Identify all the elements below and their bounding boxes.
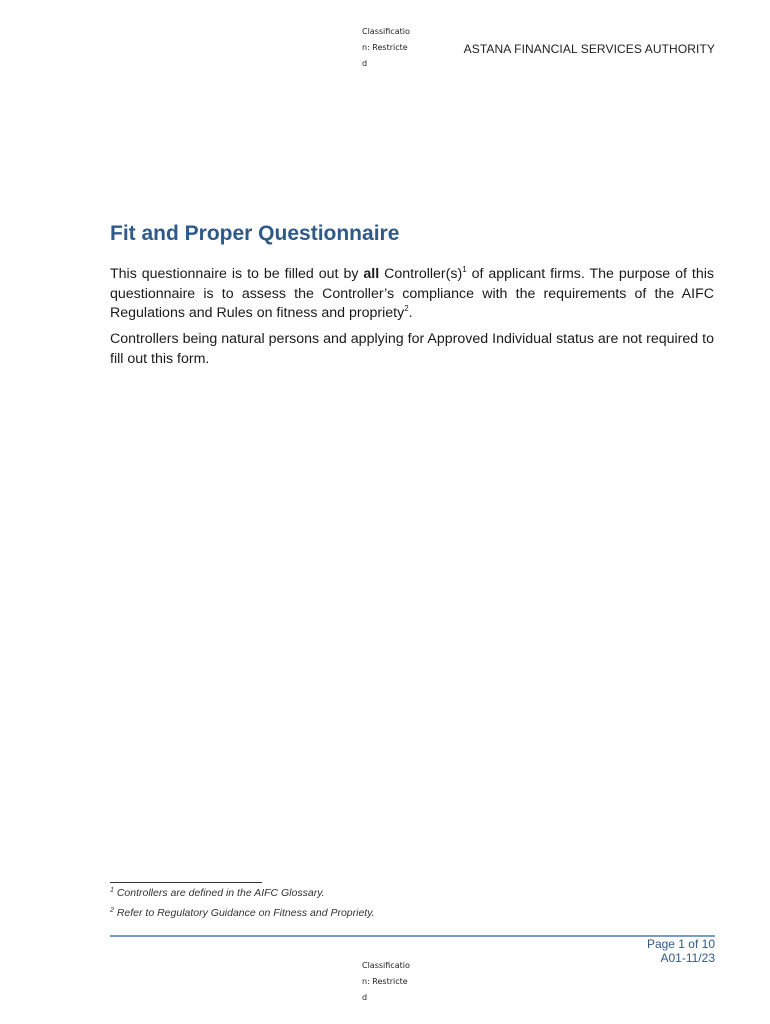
intro-paragraph bbox=[110, 265, 714, 324]
header-classification: Classification: Restricted bbox=[362, 27, 410, 68]
footer-classification: Classification: Restricted bbox=[362, 961, 410, 1002]
exemption-paragraph: Controllers being natural persons and applying for Approved Individual status are not required to fill out this form. bbox=[110, 331, 714, 367]
intro-emphasis: all bbox=[363, 266, 380, 282]
footnote-ref-1[interactable]: 1 bbox=[462, 265, 467, 274]
footnote-separator bbox=[110, 882, 262, 883]
footnote-ref-2[interactable]: 2 bbox=[404, 304, 409, 313]
intro-text-end: . bbox=[408, 305, 413, 321]
footnote-2-number: 2 bbox=[110, 907, 114, 914]
header-authority-name: ASTANA FINANCIAL SERVICES AUTHORITY bbox=[463, 42, 715, 56]
intro-text-rest: of applicant firms. The purpose of this questionnaire is to assess the Controller’s compliance with the requirements of the AIFC Regulations and Rules on fitness and propriety bbox=[110, 266, 714, 321]
footnote-2-text: Refer to Regulatory Guidance on Fitness and Propriety. bbox=[116, 907, 375, 919]
footnote-1 bbox=[110, 887, 325, 899]
footer-page-info bbox=[647, 937, 715, 965]
document-version: A01-11/23 bbox=[660, 951, 715, 965]
page-number: Page 1 of 10 bbox=[646, 937, 715, 951]
intro-text-controllers: Controller(s) bbox=[379, 266, 463, 282]
footnote-2 bbox=[110, 907, 375, 919]
page-title: Fit and Proper Questionnaire bbox=[110, 222, 400, 245]
footnote-1-number: 1 bbox=[110, 887, 114, 894]
footer-divider bbox=[110, 935, 715, 937]
footnote-1-text: Controllers are defined in the AIFC Glossary. bbox=[116, 887, 325, 899]
intro-text-start: This questionnaire is to be filled out by bbox=[110, 266, 364, 282]
